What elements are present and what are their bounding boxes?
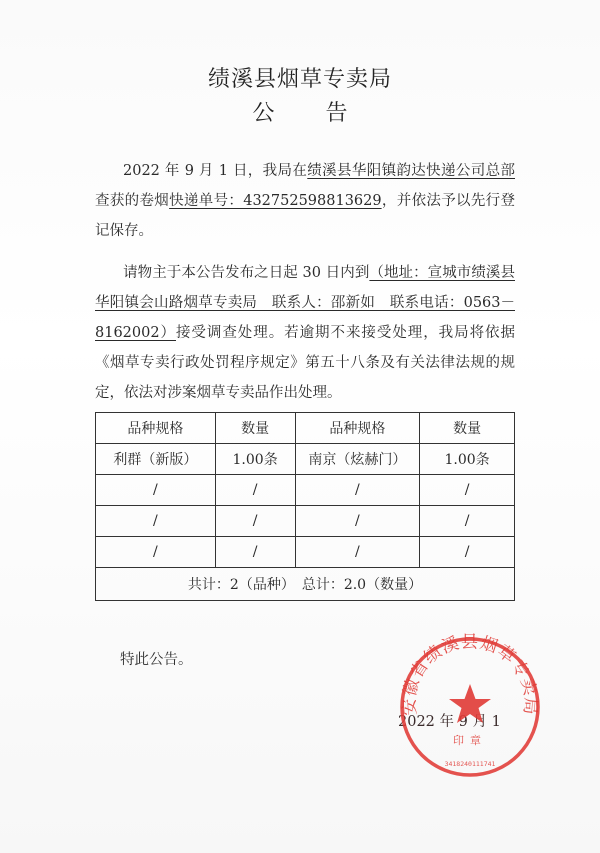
table-cell: 1.00条 <box>215 444 295 475</box>
seal-label: 印章 <box>453 734 487 747</box>
table-summary: 共计：2（品种） 总计：2.0（数量） <box>96 568 515 601</box>
official-seal-icon <box>395 632 545 782</box>
contact-info: （地址：宣城市绩溪县华阳镇会山路烟草专卖局 联系人：邵新如 联系电话：0563－8162002） <box>95 265 515 341</box>
table-cell: / <box>215 506 295 537</box>
p2-end: 接受调查处理。若逾期不来接受处理，我局将依据《烟草专卖行政处罚程序规定》第五十八条及有关法律法规的规定，依法对涉案烟草专卖品作出处理。 <box>95 325 515 401</box>
seal-star-icon <box>449 684 491 723</box>
table-cell: / <box>420 475 515 506</box>
seizure-location: 绩溪县华阳镇韵达快递公司总部 <box>307 163 515 179</box>
header-cell: 品种规格 <box>96 413 216 444</box>
table-cell: 利群（新版） <box>96 444 216 475</box>
table-row <box>96 475 515 506</box>
table-cell: / <box>295 506 420 537</box>
table-cell: / <box>295 475 420 506</box>
table-row <box>96 506 515 537</box>
table-cell: / <box>420 537 515 568</box>
table-cell: / <box>295 537 420 568</box>
document-type-title: 公 告 <box>252 101 370 126</box>
header-cell: 数量 <box>420 413 515 444</box>
table-cell: 南京（炫赫门） <box>295 444 420 475</box>
p1-intro: 2022 年 9 月 1 日，我局在 <box>123 163 308 179</box>
table-cell: / <box>96 537 216 568</box>
paragraph-seizure <box>95 156 515 246</box>
table-cell: / <box>215 537 295 568</box>
tracking-number: 快递单号：432752598813629 <box>169 193 382 209</box>
p1-mid: 查获的卷烟 <box>95 193 170 209</box>
p2-intro: 请物主于本公告发布之日起 30 日内到 <box>123 265 370 281</box>
header-cell: 品种规格 <box>295 413 420 444</box>
table-header-row <box>96 413 515 444</box>
table-cell: 1.00条 <box>420 444 515 475</box>
table-row <box>96 537 515 568</box>
seal-arc-text: 安徽省绩溪县烟草专卖局 <box>399 632 541 717</box>
table-cell: / <box>96 506 216 537</box>
closing-text: 特此公告。 <box>120 652 193 668</box>
p1-end: ，并依法予以先行登记保存。 <box>95 193 516 239</box>
seal-number: 3418240111741 <box>444 760 496 768</box>
table-summary-row <box>96 568 515 601</box>
paragraph-notice <box>95 258 515 408</box>
table-cell: / <box>96 475 216 506</box>
issue-date: 2022 年 9 月 1 <box>398 714 501 730</box>
office-title: 绩溪县烟草专卖局 <box>207 67 392 92</box>
table-cell: / <box>420 506 515 537</box>
seized-items-table <box>95 412 515 601</box>
header-cell: 数量 <box>215 413 295 444</box>
table-row <box>96 444 515 475</box>
table-cell: / <box>215 475 295 506</box>
